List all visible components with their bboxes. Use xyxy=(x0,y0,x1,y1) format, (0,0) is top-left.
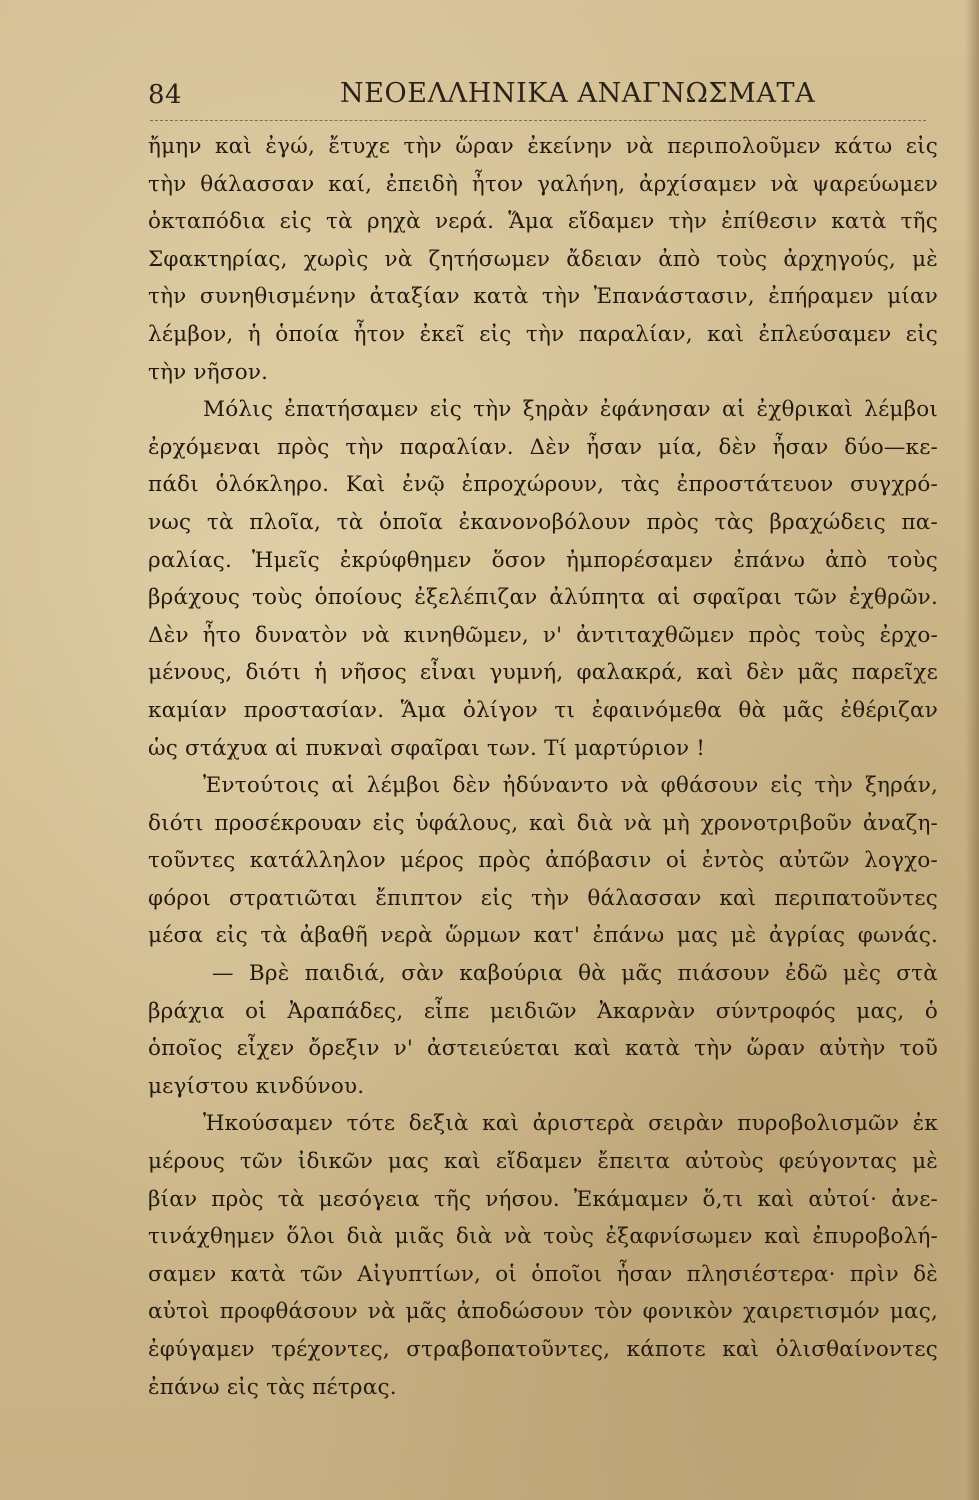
text-line: ἤμην καὶ ἐγώ, ἔτυχε τὴν ὥραν ἐκείνην νὰ περιπολοῦμεν κάτω εἰς xyxy=(148,134,938,159)
text-line: σαμεν κατὰ τῶν Αἰγυπτίων, οἱ ὁποῖοι ἦσαν πλησιέστερα· πρὶν δὲ xyxy=(148,1261,938,1287)
text-line: τινάχθημεν ὅλοι διὰ μιᾶς διὰ νὰ τοὺς ἐξαφνίσωμεν καὶ ἐπυροβολή- xyxy=(148,1224,938,1250)
text-line: ἐρχόμεναι πρὸς τὴν παραλίαν. Δὲν ἦσαν μία, δὲν ἦσαν δύο—κε- xyxy=(148,434,938,460)
header-rule xyxy=(150,120,926,121)
text-line: — Βρὲ παιδιά, σὰν καβούρια θὰ μᾶς πιάσουν ἐδῶ μὲς στὰ xyxy=(212,961,938,987)
text-line: μέρους τῶν ἰδικῶν μας καὶ εἴδαμεν ἔπειτα αὐτοὺς φεύγοντας μὲ xyxy=(148,1149,938,1175)
text-line: βράχια οἱ Ἀραπάδες, εἶπε μειδιῶν Ἀκαρνὰν σύντροφός μας, ὁ xyxy=(148,998,938,1024)
text-line: βράχους τοὺς ὁποίους ἐξελέπιζαν ἀλύπητα αἱ σφαῖραι τῶν ἐχθρῶν. xyxy=(148,585,938,611)
text-line: τὴν νῆσον. xyxy=(148,359,269,385)
text-line: Ἠκούσαμεν τότε δεξιὰ καὶ ἀριστερὰ σειρὰν πυροβολισμῶν ἐκ xyxy=(203,1111,938,1137)
text-line: Δὲν ἦτο δυνατὸν νὰ κινηθῶμεν, ν' ἀντιταχθῶμεν πρὸς τοὺς ἐρχο- xyxy=(148,622,938,648)
text-line: τὴν συνηθισμένην ἀταξίαν κατὰ τὴν Ἐπανάστασιν, ἐπήραμεν μίαν xyxy=(148,284,938,310)
text-line: ὁποῖος εἶχεν ὄρεξιν ν' ἀστειεύεται καὶ κατὰ τὴν ὥραν αὐτὴν τοῦ xyxy=(148,1036,938,1062)
text-line: αὐτοὶ προφθάσουν νὰ μᾶς ἀποδώσουν τὸν φονικὸν χαιρετισμόν μας, xyxy=(148,1299,938,1325)
text-line: καμίαν προστασίαν. Ἅμα ὀλίγον τι ἐφαινόμεθα θὰ μᾶς ἐθέριζαν xyxy=(148,697,938,723)
text-line: μένους, διότι ἡ νῆσος εἶναι γυμνή, φαλακρά, καὶ δὲν μᾶς παρεῖχε xyxy=(148,660,938,686)
text-line: Ἐντούτοις αἱ λέμβοι δὲν ἠδύναντο νὰ φθάσουν εἰς τὴν ξηράν, xyxy=(203,773,938,799)
text-line: ἐφύγαμεν τρέχοντες, στραβοπατοῦντες, κάποτε καὶ ὀλισθαίνοντες xyxy=(148,1337,938,1362)
text-line: διότι προσέκρουαν εἰς ὑφάλους, καὶ διὰ νὰ μὴ χρονοτριβοῦν ἀναζη- xyxy=(148,810,938,836)
text-line: φόροι στρατιῶται ἔπιπτον εἰς τὴν θάλασσαν καὶ περιπατοῦντες xyxy=(148,885,938,911)
text-line: ἐπάνω εἰς τὰς πέτρας. xyxy=(148,1374,397,1400)
text-line: ραλίας. Ἡμεῖς ἐκρύφθημεν ὅσον ἠμπορέσαμεν ἐπάνω ἀπὸ τοὺς xyxy=(148,547,938,573)
text-line: ὡς στάχυα αἱ πυκναὶ σφαῖραι των. Τί μαρτύριον ! xyxy=(148,735,706,761)
text-line: μέσα εἰς τὰ ἀβαθῆ νερὰ ὥρμων κατ' ἐπάνω μας μὲ ἀγρίας φωνάς. xyxy=(148,923,938,949)
text-line: λέμβον, ἡ ὁποία ἦτον ἐκεῖ εἰς τὴν παραλίαν, καὶ ἐπλεύσαμεν εἰς xyxy=(148,321,938,347)
text-line: μεγίστου κινδύνου. xyxy=(148,1073,365,1099)
page-header xyxy=(148,76,928,116)
text-line: Μόλις ἐπατήσαμεν εἰς τὴν ξηρὰν ἐφάνησαν αἱ ἐχθρικαὶ λέμβοι xyxy=(203,397,938,423)
text-line: τὴν θάλασσαν καί, ἐπειδὴ ἦτον γαλήνη, ἀρχίσαμεν νὰ ψαρεύωμεν xyxy=(148,171,938,197)
page-number: 84 xyxy=(148,80,183,110)
text-line: Σφακτηρίας, χωρὶς νὰ ζητήσωμεν ἄδειαν ἀπὸ τοὺς ἀρχηγούς, μὲ xyxy=(148,246,938,272)
text-line: ὀκταπόδια εἰς τὰ ρηχὰ νερά. Ἅμα εἴδαμεν τὴν ἐπίθεσιν κατὰ τῆς xyxy=(148,209,938,235)
page-edge-shadow xyxy=(965,0,979,1500)
text-line: πάδι ὁλόκληρο. Καὶ ἐνῷ ἐπροχώρουν, τὰς ἐπροστάτευον συγχρό- xyxy=(148,472,938,498)
text-line: τοῦντες κατάλληλον μέρος πρὸς ἀπόβασιν οἱ ἐντὸς αὐτῶν λογχο- xyxy=(148,848,938,874)
body-text xyxy=(148,128,938,1406)
text-line: βίαν πρὸς τὰ μεσόγεια τῆς νήσου. Ἐκάμαμεν ὅ,τι καὶ αὐτοί· ἀνε- xyxy=(148,1186,938,1212)
text-line: νως τὰ πλοῖα, τὰ ὁποῖα ἐκανονοβόλουν πρὸς τὰς βραχώδεις πα- xyxy=(148,509,938,535)
running-head: ΝΕΟΕΛΛΗΝΙΚΑ ΑΝΑΓΝΩΣΜΑΤΑ xyxy=(340,78,816,109)
